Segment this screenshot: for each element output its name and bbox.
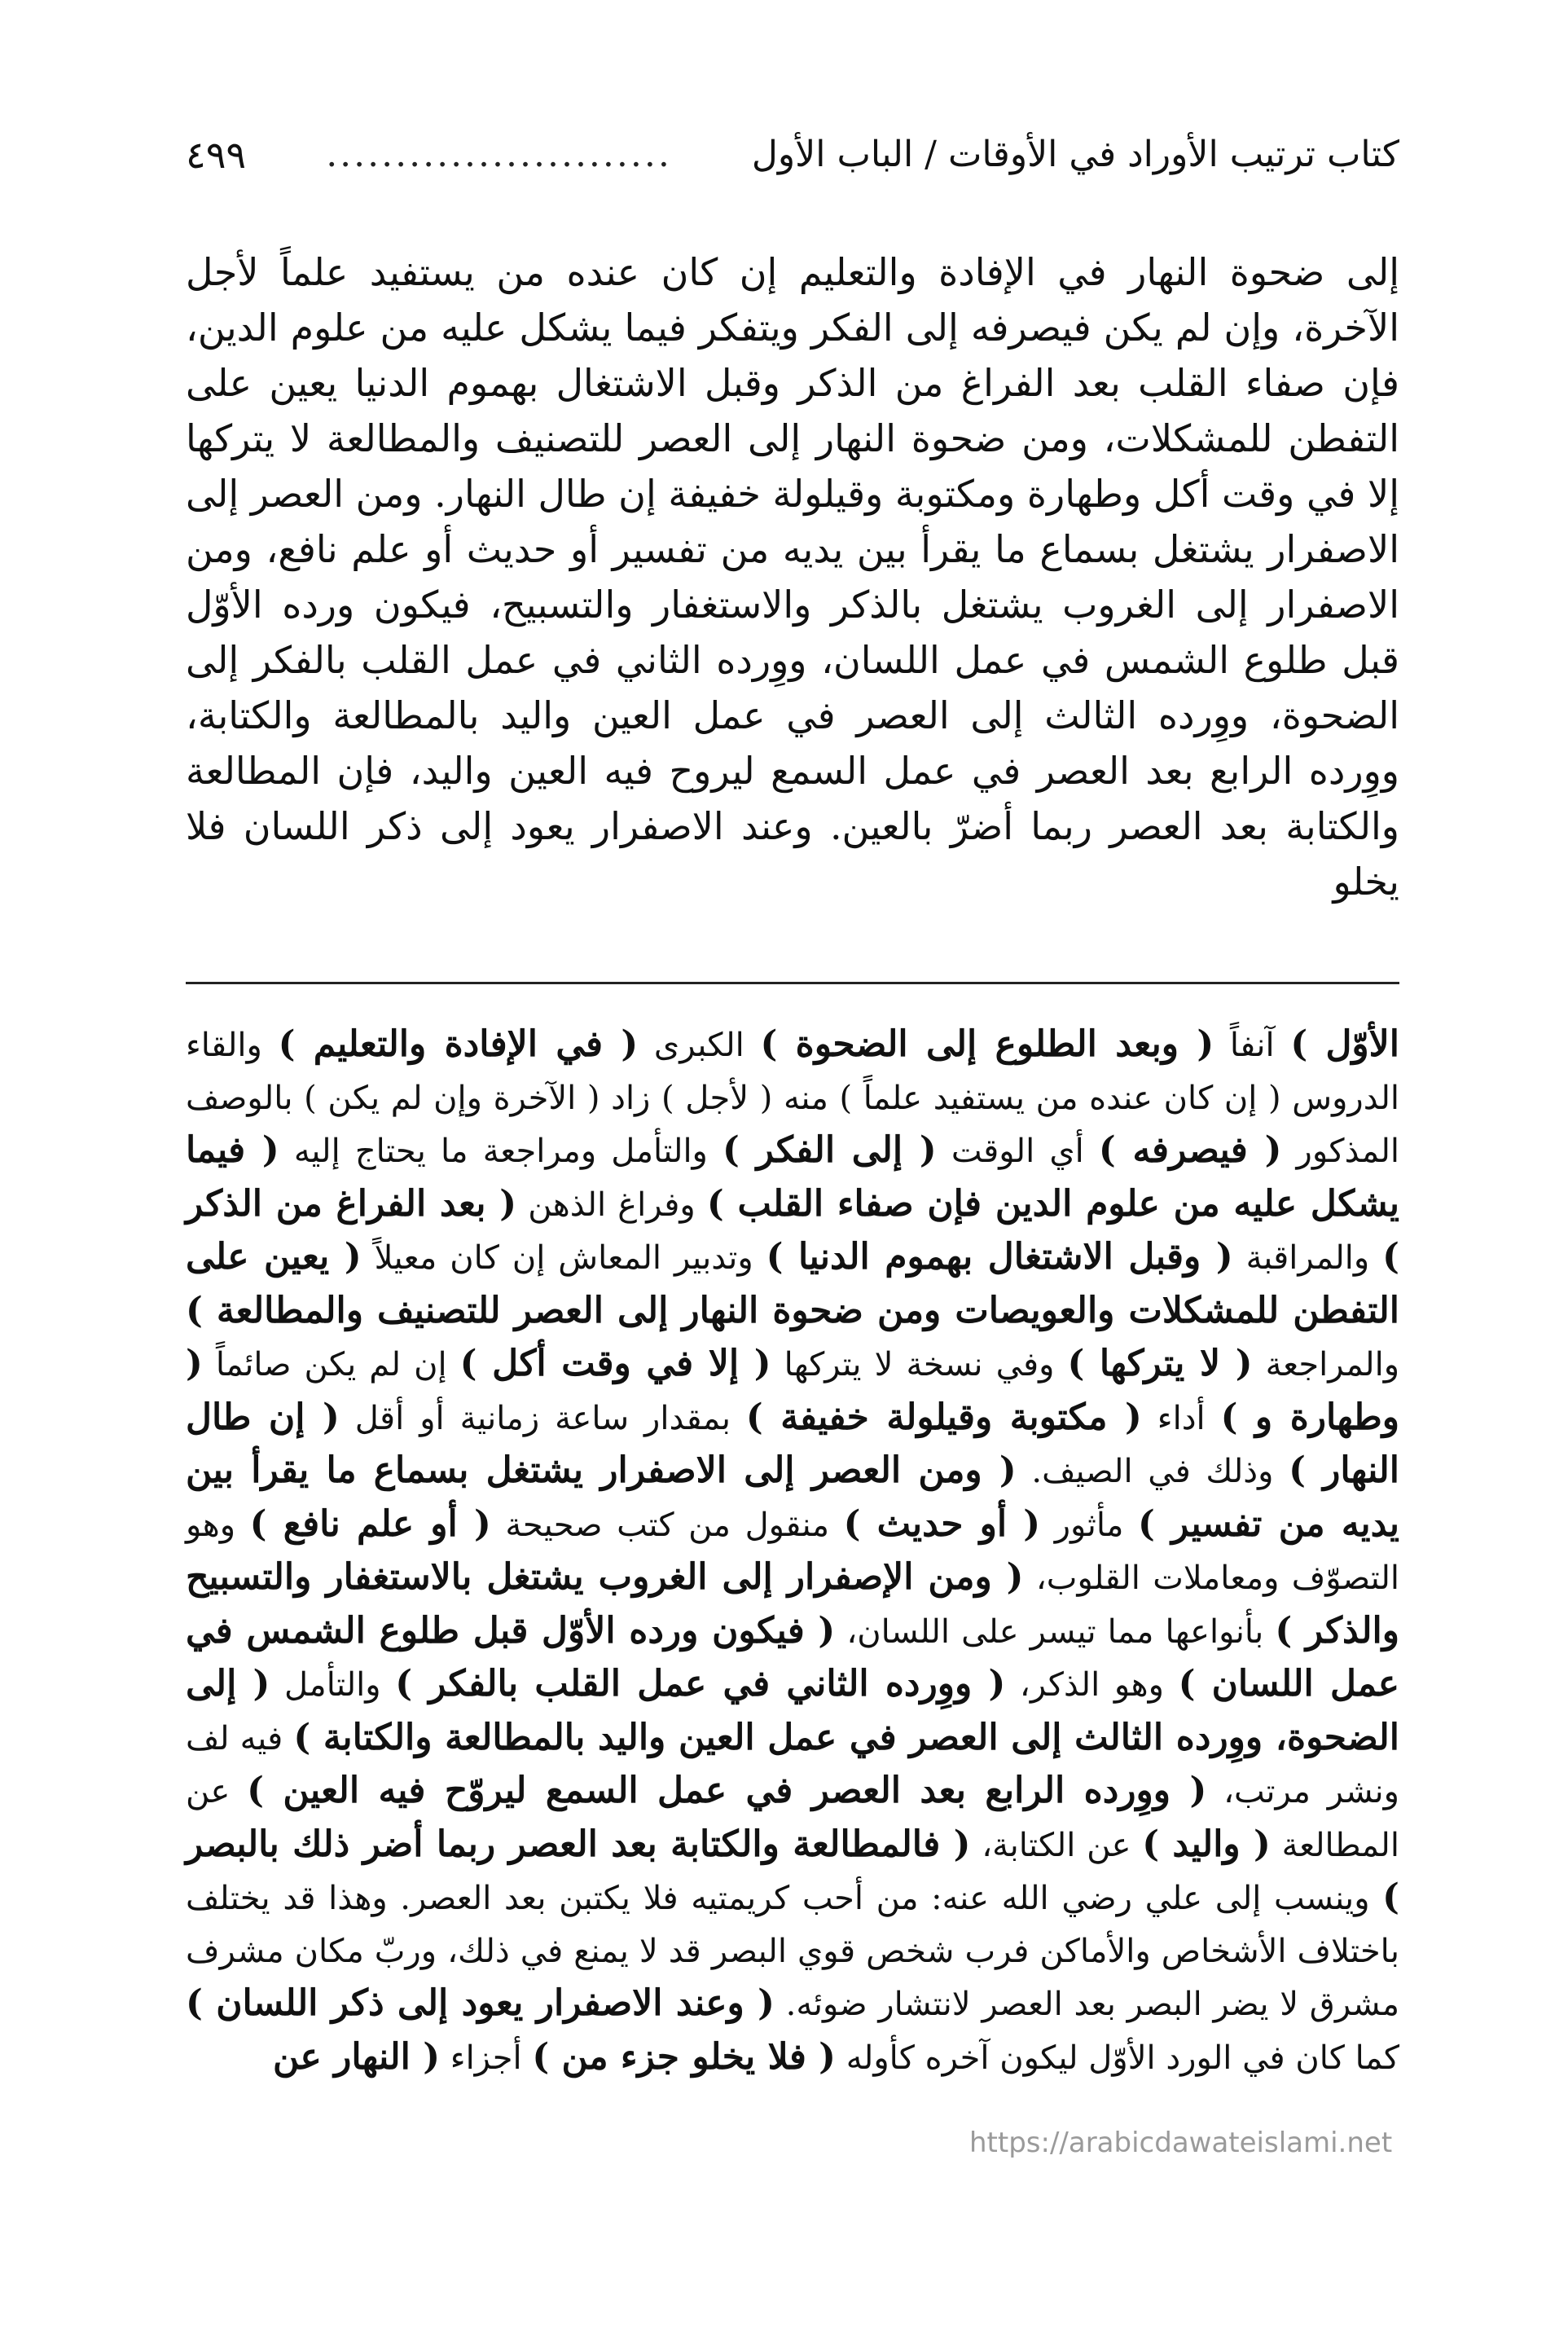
main-text-block xyxy=(186,244,1399,909)
commentary-segment: والمراجعة xyxy=(1252,1346,1400,1383)
quoted-matn-segment: ( فلا يخلو جزء من ) xyxy=(532,2035,837,2078)
commentary-segment: عن الكتابة، xyxy=(970,1826,1143,1864)
commentary-segment: أداء xyxy=(1141,1399,1221,1437)
quoted-matn-segment: ( بعد الفراغ من الذكر ) xyxy=(186,1182,1399,1278)
commentary-segment: أجزاء xyxy=(440,2039,533,2077)
commentary-segment: وهو التصوّف ومعاملات القلوب، xyxy=(186,1506,1399,1597)
commentary-segment: والقاء الدروس ( إن كان عنده من يستفيد علماً ) منه ( لأجل ) زاد ( الآخرة وإن لم يكن ) بالوصف المذكور xyxy=(186,1027,1399,1170)
header-leader-dots: ......................... xyxy=(326,134,672,175)
quoted-matn-segment: ( ومن العصر إلى الاصفرار يشتغل بسماع ما يقرأ بين يديه من تفسير ) xyxy=(186,1449,1400,1545)
watermark-url: https://arabicdawateislami.net xyxy=(969,2127,1393,2159)
quoted-matn-segment: ( فيما يشكل عليه من علوم الدين فإن صفاء القلب ) xyxy=(186,1129,1399,1225)
commentary-segment: إن لم يكن صائماً xyxy=(202,1346,460,1383)
page-number: ٤٩٩ xyxy=(186,133,247,177)
commentary-segment: مأثور xyxy=(1040,1506,1139,1544)
commentary-segment: أي الوقت xyxy=(936,1133,1099,1170)
commentary-paragraph xyxy=(186,1018,1399,2084)
commentary-segment: منقول من كتب صحيحة xyxy=(490,1506,844,1544)
header-title: كتاب ترتيب الأوراد في الأوقات / الباب الأول xyxy=(751,134,1399,175)
commentary-segment: وتدبير المعاش إن كان معيلاً xyxy=(361,1239,766,1277)
quoted-matn-segment: ( فالمطالعة والكتابة بعد العصر ربما أضر ذلك بالبصر ) xyxy=(186,1823,1399,1918)
quoted-matn-segment: ( أو علم نافع ) xyxy=(249,1502,491,1545)
quoted-matn-segment: ( إلى الضحوة، ووِرده الثالث إلى العصر في عمل العين واليد بالمطالعة والكتابة ) xyxy=(186,1663,1399,1758)
commentary-segment: وفي نسخة لا يتركها xyxy=(771,1346,1068,1383)
quoted-matn-segment: ( واليد ) xyxy=(1142,1823,1271,1865)
quoted-matn-segment: ( فيكون ورده الأوّل قبل طلوع الشمس في عمل اللسان ) xyxy=(186,1609,1400,1705)
commentary-segment: وفراغ الذهن xyxy=(516,1185,707,1224)
quoted-matn-segment: ( النهار عن xyxy=(273,2035,441,2078)
quoted-matn-segment: ( ومن الإصفرار إلى الغروب يشتغل بالاستغفار والتسبيح والذكر ) xyxy=(186,1556,1400,1652)
quoted-matn-segment: ( يعين على التفطن للمشكلات والعويصات ومن ضحوة النهار إلى العصر للتصنيف والمطالعة ) xyxy=(186,1236,1399,1331)
footnote-divider xyxy=(186,982,1399,984)
commentary-segment: والتأمل xyxy=(270,1666,396,1704)
commentary-segment: وهو الذكر، xyxy=(1005,1666,1179,1704)
quoted-matn-segment: ( وعند الاصفرار يعود إلى ذكر اللسان ) xyxy=(186,1982,775,2024)
commentary-segment: الكبرى xyxy=(638,1027,761,1064)
quoted-matn-segment: ( إلا في وقت أكل ) xyxy=(459,1343,771,1384)
quoted-matn-segment: ( لا يتركها ) xyxy=(1067,1343,1253,1384)
commentary-segment: عن المطالعة xyxy=(186,1773,1399,1864)
quoted-matn-segment: ( ووِرده الرابع بعد العصر في عمل السمع ليروّح فيه العين ) xyxy=(247,1770,1207,1811)
commentary-segment: والتأمل ومراجعة ما يحتاج إليه xyxy=(279,1133,723,1170)
quoted-matn-segment: ( ووِرده الثاني في عمل القلب بالفكر ) xyxy=(395,1663,1006,1705)
commentary-segment: بمقدار ساعة زمانية أو أقل xyxy=(339,1399,746,1437)
quoted-matn-segment: ( أو حديث ) xyxy=(843,1502,1041,1545)
running-header xyxy=(186,130,1399,179)
commentary-segment: والمراقبة xyxy=(1232,1239,1383,1277)
quoted-matn-segment: الأوّل ) xyxy=(1290,1023,1399,1065)
quoted-matn-segment: ( إلى الفكر ) xyxy=(723,1129,937,1171)
main-paragraph: إلى ضحوة النهار في الإفادة والتعليم إن كان عنده من يستفيد علماً لأجل الآخرة، وإن لم يكن فيصرفه إلى الفكر ويتفكر فيما يشكل عليه من علوم الدين، فإن صفاء القلب بعد الفراغ من الذكر وقبل الاشتغال بهموم الدنيا يعين على التفطن للمشكلات، ومن ضحوة النهار إلى العصر للتصنيف والمطالعة لا يتركها إلا في وقت أكل وطهارة ومكتوبة وقيلولة خفيفة إن طال النهار. ومن العصر إلى الاصفرار يشتغل بسماع ما يقرأ بين يديه من تفسير أو حديث أو علم نافع، ومن الاصفرار إلى الغروب يشتغل بالذكر والاستغفار والتسبيح، فيكون ورده الأوّل قبل طلوع الشمس في عمل اللسان، ووِرده الثاني في عمل القلب بالفكر إلى الضحوة، ووِرده الثالث إلى العصر في عمل العين واليد بالمطالعة والكتابة، ووِرده الرابع بعد العصر في عمل السمع ليروح فيه العين واليد، فإن المطالعة والكتابة بعد العصر ربما أضرّ بالعين. وعند الاصفرار يعود إلى ذكر اللسان فلا يخلو xyxy=(186,250,1399,904)
commentary-segment: آنفاً xyxy=(1214,1027,1291,1064)
commentary-segment: وذلك في الصيف. xyxy=(1016,1453,1289,1490)
commentary-segment: بأنواعها مما تيسر على اللسان، xyxy=(835,1612,1276,1651)
commentary-block xyxy=(186,1018,1399,2084)
commentary-segment: كما كان في الورد الأوّل ليكون آخره كأوله xyxy=(836,2039,1399,2077)
commentary-segment: فيه لف ونشر مرتب، xyxy=(186,1719,1399,1810)
commentary-segment: وينسب إلى علي رضي الله عنه: من أحب كريمتيه فلا يكتبن بعد العصر. وهذا قد يختلف باختلاف الأشخاص والأماكن فرب شخص قوي البصر قد لا يمنع في ذلك، وربّ مكان مشرف مشرق لا يضر البصر بعد العصر لانتشار ضوئه. xyxy=(186,1880,1400,2023)
quoted-matn-segment: ( إن طال النهار ) xyxy=(186,1396,1399,1491)
quoted-matn-segment: ( فيصرفه ) xyxy=(1098,1129,1282,1171)
quoted-matn-segment: ( في الإفادة والتعليم ) xyxy=(278,1023,639,1065)
quoted-matn-segment: ( وبعد الطلوع إلى الضحوة ) xyxy=(760,1023,1214,1065)
quoted-matn-segment: ( وقبل الاشتغال بهموم الدنيا ) xyxy=(766,1236,1233,1278)
quoted-matn-segment: ( مكتوبة وقيلولة خفيفة ) xyxy=(745,1396,1142,1438)
quoted-matn-segment: ( وطهارة و ) xyxy=(186,1343,1399,1438)
